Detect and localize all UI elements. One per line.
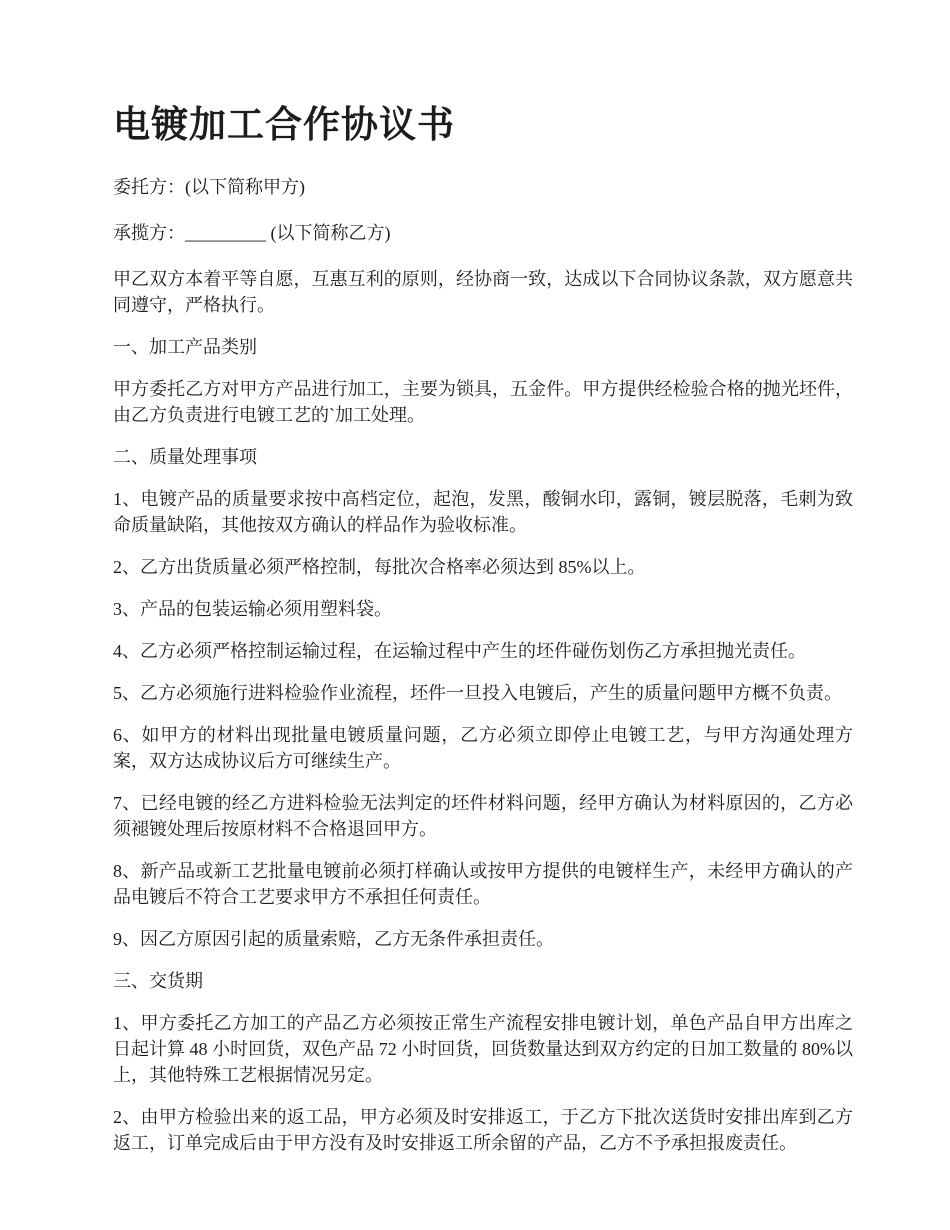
section-2-paragraph-6: 6、如甲方的材料出现批量电镀质量问题，乙方必须立即停止电镀工艺，与甲方沟通处理方案，双方达成协议后方可继续生产。	[113, 725, 853, 771]
section-2-paragraph-2: 2、乙方出货质量必须严格控制，每批次合格率必须达到 85%以上。	[113, 557, 646, 577]
section-2-paragraph-5: 5、乙方必须施行进料检验作业流程，坯件一旦投入电镀后，产生的质量问题甲方概不负责。	[113, 683, 842, 703]
section-3-paragraph-1: 1、甲方委托乙方加工的产品乙方必须按正常生产流程安排电镀计划，单色产品自甲方出库之日起计算 48 小时回货，双色产品 72 小时回货，回货数量达到双方约定的日加工数量的 80%以上，其他特殊工艺根据情况另定。	[113, 1013, 853, 1085]
section-1-heading: 一、加工产品类别	[113, 337, 257, 357]
party-b-line: 承揽方：_________ (以下简称乙方)	[113, 223, 391, 243]
section-2-paragraph-8: 8、新产品或新工艺批量电镀前必须打样确认或按甲方提供的电镀样生产，未经甲方确认的产品电镀后不符合工艺要求甲方不承担任何责任。	[113, 861, 853, 907]
section-2-paragraph-3: 3、产品的包装运输必须用塑料袋。	[113, 599, 392, 619]
document-title: 电镀加工合作协议书	[113, 105, 455, 146]
section-2-paragraph-4: 4、乙方必须严格控制运输过程，在运输过程中产生的坯件碰伤划伤乙方承担抛光责任。	[113, 641, 806, 661]
section-2-paragraph-9: 9、因乙方原因引起的质量索赔，乙方无条件承担责任。	[113, 929, 554, 949]
party-a-line: 委托方：(以下简称甲方)	[113, 177, 305, 197]
section-2-paragraph-7: 7、已经电镀的经乙方进料检验无法判定的坯件材料问题，经甲方确认为材料原因的，乙方必须褪镀处理后按原材料不合格退回甲方。	[113, 793, 853, 839]
section-3-paragraph-2: 2、由甲方检验出来的返工品，甲方必须及时安排返工，于乙方下批次送货时安排出库到乙方返工，订单完成后由于甲方没有及时安排返工所余留的产品，乙方不予承担报废责任。	[113, 1107, 853, 1153]
section-2-paragraph-1: 1、电镀产品的质量要求按中高档定位，起泡，发黑，酸铜水印，露铜，镀层脱落，毛刺为致命质量缺陷，其他按双方确认的样品作为验收标准。	[113, 489, 853, 535]
section-1-paragraph-1: 甲方委托乙方对甲方产品进行加工，主要为锁具，五金件。甲方提供经检验合格的抛光坯件，由乙方负责进行电镀工艺的`加工处理。	[113, 379, 853, 425]
preamble-paragraph: 甲乙双方本着平等自愿，互惠互利的原则，经协商一致，达成以下合同协议条款，双方愿意共同遵守，严格执行。	[113, 269, 853, 315]
section-3-heading: 三、交货期	[113, 971, 203, 991]
section-2-heading: 二、质量处理事项	[113, 447, 257, 467]
